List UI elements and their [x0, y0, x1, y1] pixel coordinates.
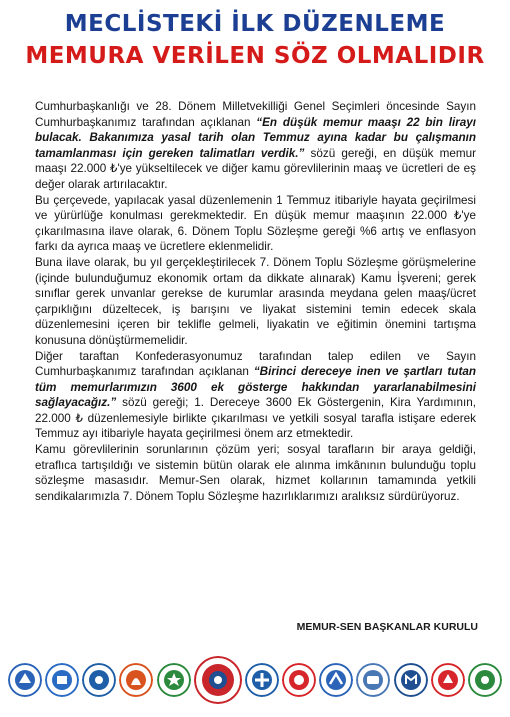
paragraph-4: Diğer taraftan Konfederasyonumuz tarafından talep edilen ve Sayın Cumhurbaşkanımız tarafından açıklanan “Birinci dereceye inen ve şartları tutan tüm memurlarımızın 3600 ek gösterge hakkından yararlanabilmesini sağlayacağız.” sözü gereği; 1. Dereceye 3600 Ek Göstergenin, Kira Yardımının, 22.000 ₺ düzenlemesiyle birlikte çıkarılması ve yetkili sosyal tarafla istişare ederek Temmuz ayı itibariyle hayata geçirilmesi önem arz etmektedir.: [35, 349, 476, 441]
paragraph-2: Bu çerçevede, yapılacak yasal düzenlemenin 1 Temmuz itibariyle hayata geçirilmesi ve yürürlüğe konulması gerekmektedir. En düşük memur maaşının 22.000 ₺'ye çıkarılmasına ilave olarak, 6. Dönem Toplu Sözleşme gereği %6 artış ve enflasyon farkı da ayrıca maaş ve ücretlere eklenmelidir.: [35, 193, 476, 254]
union-logo-8-icon: [282, 663, 316, 697]
union-logo-11-icon: [394, 663, 428, 697]
union-logo-13-icon: [468, 663, 502, 697]
title-line-1: MECLİSTEKİ İLK DÜZENLEME: [64, 11, 446, 37]
union-logo-5-icon: [157, 663, 191, 697]
union-logo-2-icon: [45, 663, 79, 697]
paragraph-3: Buna ilave olarak, bu yıl gerçekleştirilecek 7. Dönem Toplu Sözleşme görüşmelerine (içinde bulunduğumuz ekonomik ortam da dikkate alınarak) Kamu İşvereni; gerek sınıflar gerek unvanlar gerekse de kurumlar arasında meydana gelen maaş/ücret çarpıklığını düzeltecek, iş barışını ve liyakat sistemini temin edecek skala düzenlemesini içeren bir teklifle gelmeli, liyakatin ve eğitimin önemini tartışma konusuna dönüştürmemelidir.: [35, 255, 476, 347]
union-logo-12-icon: [431, 663, 465, 697]
union-logo-7-icon: [245, 663, 279, 697]
title-line-2: MEMURA VERİLEN SÖZ OLMALIDIR: [25, 43, 485, 69]
union-logo-10-icon: [356, 663, 390, 697]
paragraph-1: Cumhurbaşkanlığı ve 28. Dönem Milletvekilliği Genel Seçimleri öncesinde Sayın Cumhurbaşkanımız tarafından açıklanan “En düşük memur maaşı 22 bin lirayı bulacak. Bakanımıza yasal tarih olan Temmuz ayına kadar bu çalışmanın tamamlanması için gereken talimatları verdik.” sözü gereği, en düşük memur maaşı 22.000 ₺'ye yükseltilecek ve diğer kamu görevlilerinin maaş ve ücretleri de eş değer olarak artırılacaktır.: [35, 100, 477, 191]
union-logo-4-icon: [119, 663, 153, 697]
statement-body: [35, 99, 476, 504]
union-logo-3-icon: [82, 663, 116, 697]
union-logo-1-icon: [8, 663, 42, 697]
signature: MEMUR-SEN BAŞKANLAR KURULU: [296, 621, 478, 633]
union-logos-row: [8, 652, 502, 708]
memur-sen-logo-icon: [194, 656, 242, 704]
union-logo-9-icon: [319, 663, 353, 697]
quote-2: “Birinci dereceye inen ve şartları tutan tüm memurlarımızın 3600 ek gösterge hakkından yararlanabilmesini sağlayacağız.”: [35, 365, 476, 410]
quote-1: “En düşük memur maaşı 22 bin lirayı bulacak. Bakanımıza yasal tarih olan Temmuz ayına kadar bu çalışmanın tamamlanması için gereken talimatları verdik.”: [35, 115, 476, 160]
paragraph-5: Kamu görevlilerinin sorunlarının çözüm yeri; sosyal tarafların bir araya geldiği, etraflıca tartışıldığı ve sistemin bütün olarak ele alınma imkânının bulunduğu toplu sözleşme masasıdır. Memur-Sen olarak, hizmet kollarının tamamında yetkili sendikalarımızla 7. Dönem Toplu Sözleşme hazırlıklarımızı aralıksız sürdürüyoruz.: [35, 443, 476, 503]
